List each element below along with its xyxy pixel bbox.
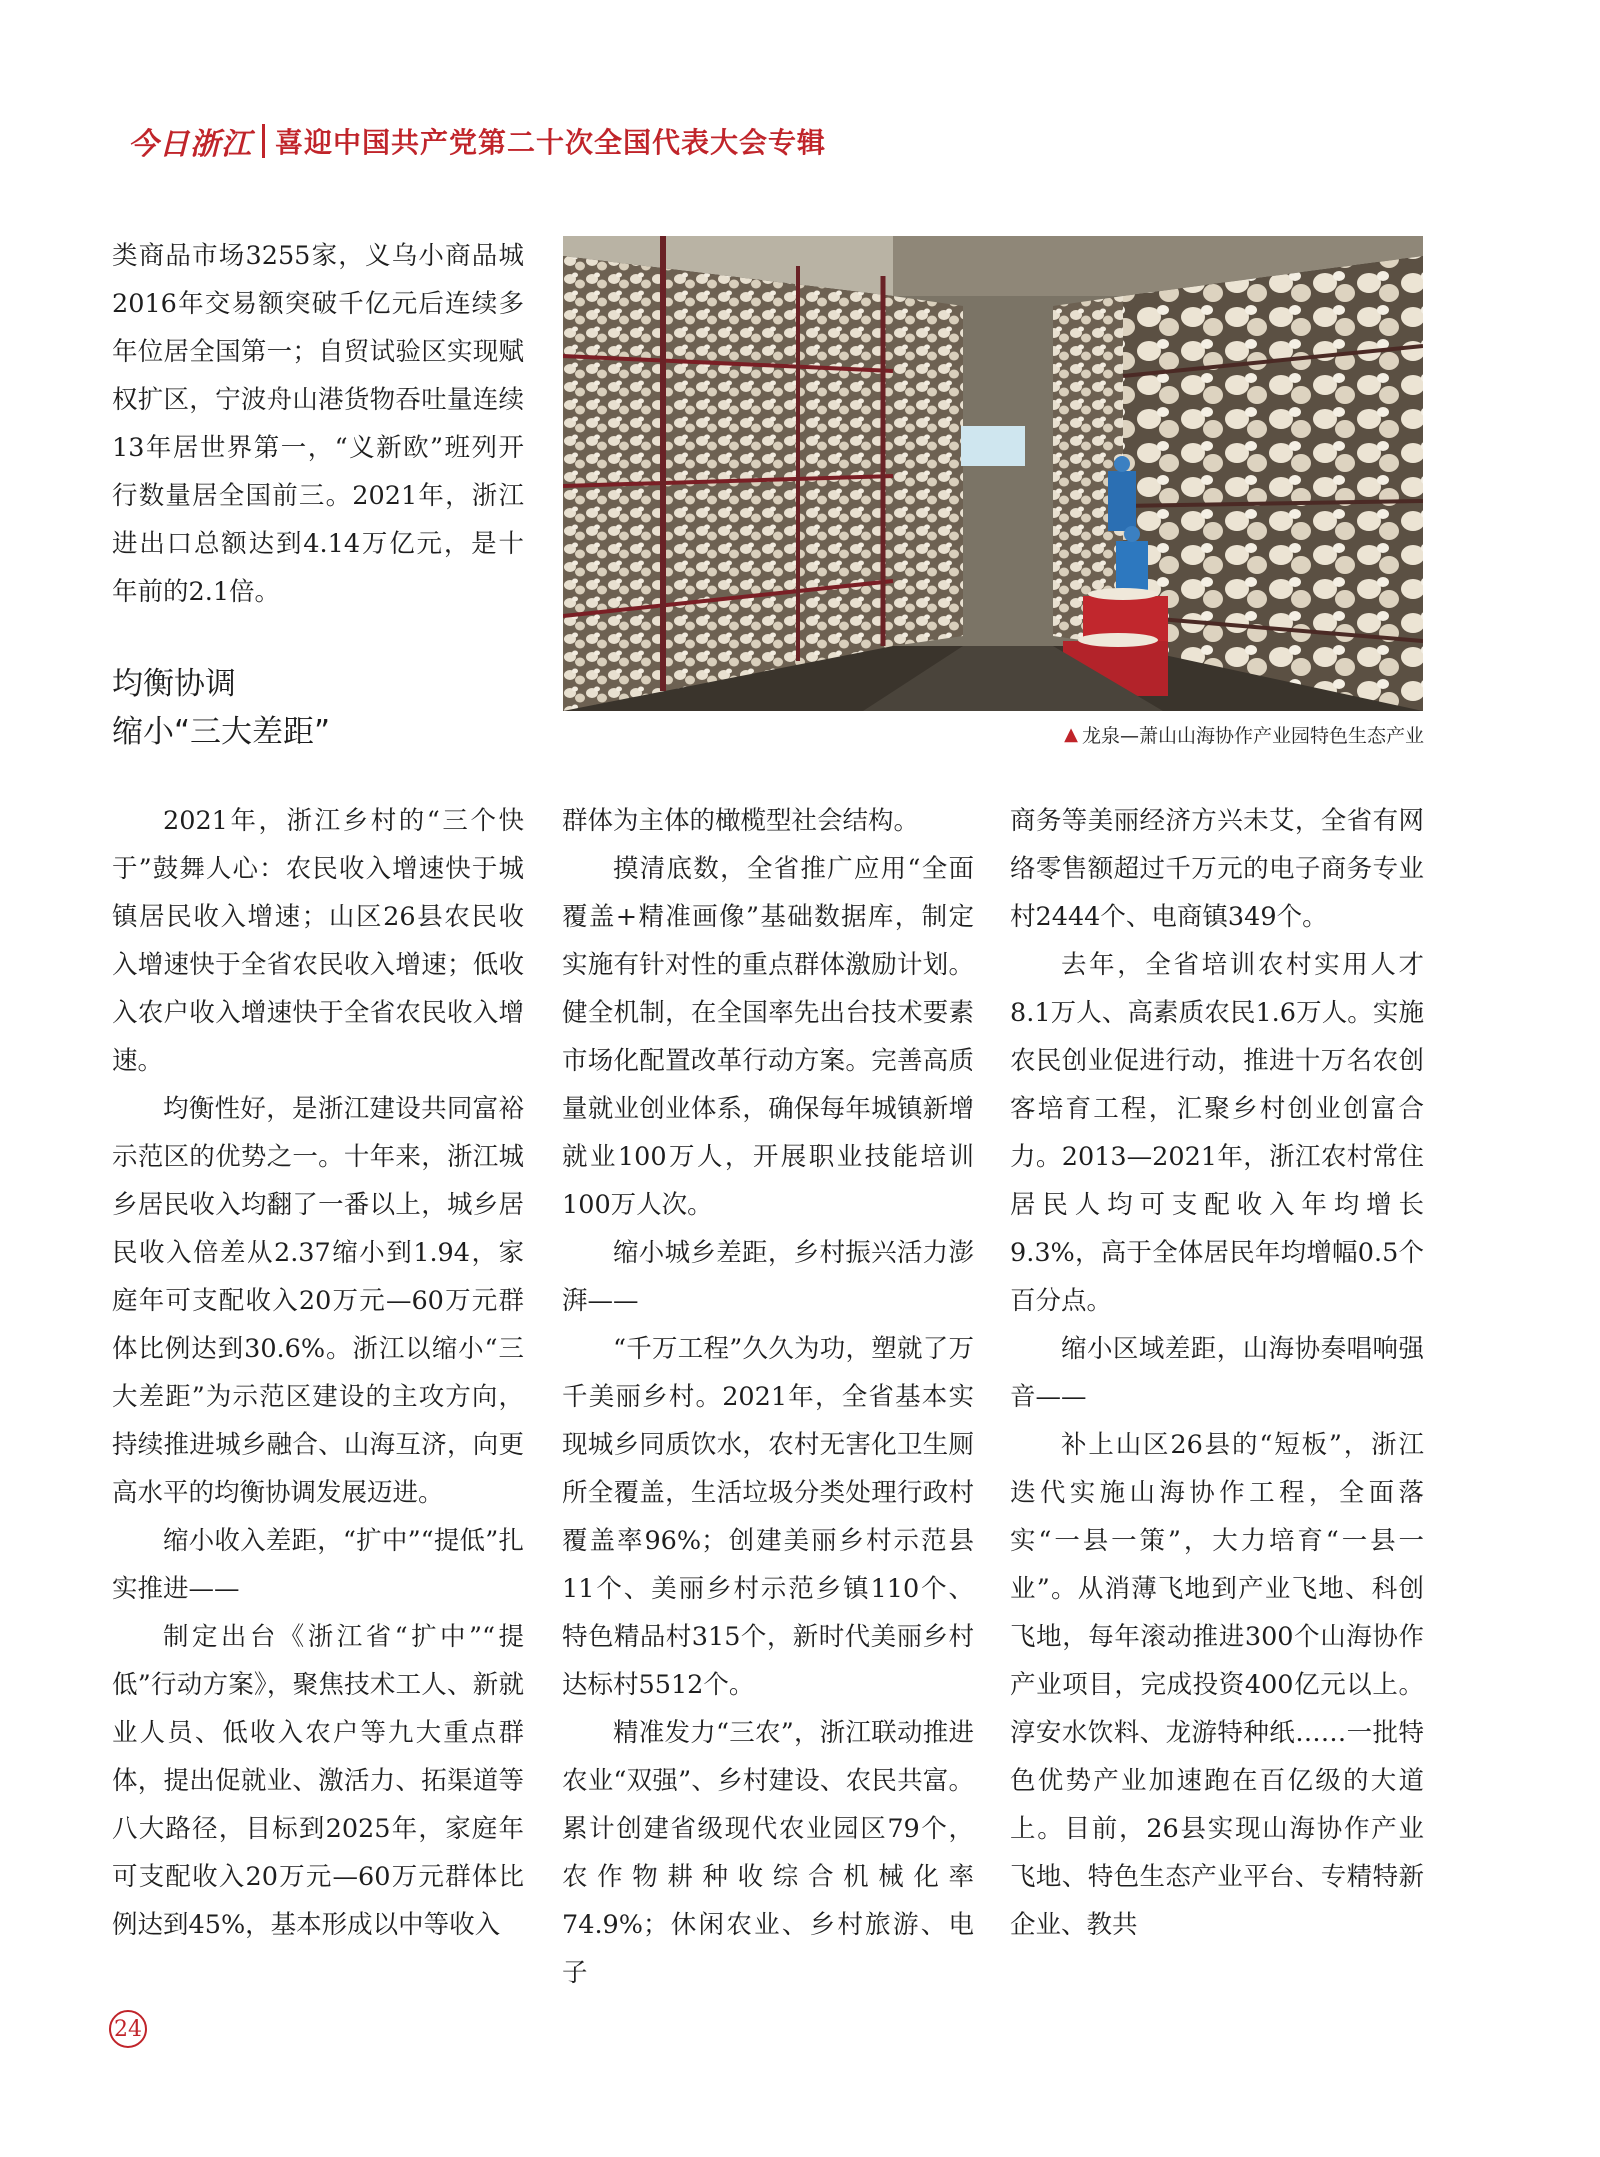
magazine-logo: 今日浙江 (128, 127, 252, 162)
paragraph: 均衡性好，是浙江建设共同富裕示范区的优势之一。十年来，浙江城乡居民收入均翻了一番以上，城乡居民收入倍差从2.37缩小到1.94，家庭年可支配收入20万元—60万元群体比例达到30.6%。浙江以缩小“三大差距”为示范区建设的主攻方向，持续推进城乡融合、山海互济，向更高水平的均衡协调发展迈进。 (112, 1094, 524, 1508)
paragraph: 去年，全省培训农村实用人才8.1万人、高素质农民1.6万人。实施农民创业促进行动，推进十万名农创客培育工程，汇聚乡村创业创富合力。2013—2021年，浙江农村常住居民人均可支配收入年均增长9.3%，高于全体居民年均增幅0.5个百分点。 (1010, 950, 1424, 1316)
photo-illustration (563, 236, 1423, 711)
photo-caption-bar (1012, 716, 1424, 752)
paragraph: 精准发力“三农”，浙江联动推进农业“双强”、乡村建设、农民共富。累计创建省级现代农业园区79个，农作物耕种收综合机械化率74.9%；休闲农业、乡村旅游、电子 (562, 1718, 974, 1988)
top-paragraph-column (112, 232, 524, 616)
top-paragraph: 类商品市场3255家，义乌小商品城2016年交易额突破千亿元后连续多年位居全国第一；自贸试验区实现赋权扩区，宁波舟山港货物吞吐量连续13年居世界第一，“义新欧”班列开行数量居全国前三。2021年，浙江进出口总额达到4.14万亿元，是十年前的2.1倍。 (112, 241, 524, 607)
paragraph: “千万工程”久久为功，塑就了万千美丽乡村。2021年，全省基本实现城乡同质饮水，农村无害化卫生厕所全覆盖，生活垃圾分类处理行政村覆盖率96%；创建美丽乡村示范县11个、美丽乡村示范乡镇110个、特色精品村315个，新时代美丽乡村达标村5512个。 (562, 1334, 974, 1700)
column-2 (562, 797, 974, 1997)
column-1 (112, 797, 524, 1949)
section-heading (112, 660, 330, 756)
column-3 (1010, 797, 1424, 1949)
triangle-marker-icon: ▲ (1064, 723, 1078, 745)
header-divider (262, 124, 265, 158)
paragraph-continuation: 群体为主体的橄榄型社会结构。 (562, 806, 920, 836)
section-heading-line1: 均衡协调 (112, 666, 236, 702)
paragraph: 2021年，浙江乡村的“三个快于”鼓舞人心：农民收入增速快于城镇居民收入增速；山区26县农民收入增速快于全省农民收入增速；低收入农户收入增速快于全省农民收入增速。 (112, 806, 524, 1076)
subheading-paragraph: 缩小城乡差距，乡村振兴活力澎湃—— (562, 1238, 974, 1316)
paragraph-continuation: 商务等美丽经济方兴未艾，全省有网络零售额超过千万元的电子商务专业村2444个、电商镇349个。 (1010, 806, 1424, 932)
subheading-paragraph: 缩小区域差距，山海协奏唱响强音—— (1010, 1334, 1424, 1412)
mushroom-farm-photo (563, 236, 1423, 711)
paragraph: 制定出台《浙江省“扩中”“提低”行动方案》，聚焦技术工人、新就业人员、低收入农户等九大重点群体，提出促就业、激活力、拓渠道等八大路径，目标到2025年，家庭年可支配收入20万元—60万元群体比例达到45%，基本形成以中等收入 (112, 1622, 524, 1940)
photo-caption: 龙泉—萧山山海协作产业园特色生态产业 (1081, 724, 1424, 747)
paragraph: 补上山区26县的“短板”，浙江迭代实施山海协作工程，全面落实“一县一策”，大力培育“一县一业”。从消薄飞地到产业飞地、科创飞地，每年滚动推进300个山海协作产业项目，完成投资400亿元以上。淳安水饮料、龙游特种纸……一批特色优势产业加速跑在百亿级的大道上。目前，26县实现山海协作产业飞地、特色生态产业平台、专精特新企业、教共 (1010, 1430, 1424, 1940)
section-heading-line2: 缩小“三大差距” (112, 714, 331, 750)
page-number: 24 (109, 2010, 147, 2048)
header-title: 喜迎中国共产党第二十次全国代表大会专辑 (275, 126, 827, 159)
page-header (128, 118, 826, 164)
paragraph: 摸清底数，全省推广应用“全面覆盖+精准画像”基础数据库，制定实施有针对性的重点群体激励计划。健全机制，在全国率先出台技术要素市场化配置改革行动方案。完善高质量就业创业体系，确保每年城镇新增就业100万人，开展职业技能培训100万人次。 (562, 854, 974, 1220)
subheading-paragraph: 缩小收入差距，“扩中”“提低”扎实推进—— (112, 1526, 524, 1604)
